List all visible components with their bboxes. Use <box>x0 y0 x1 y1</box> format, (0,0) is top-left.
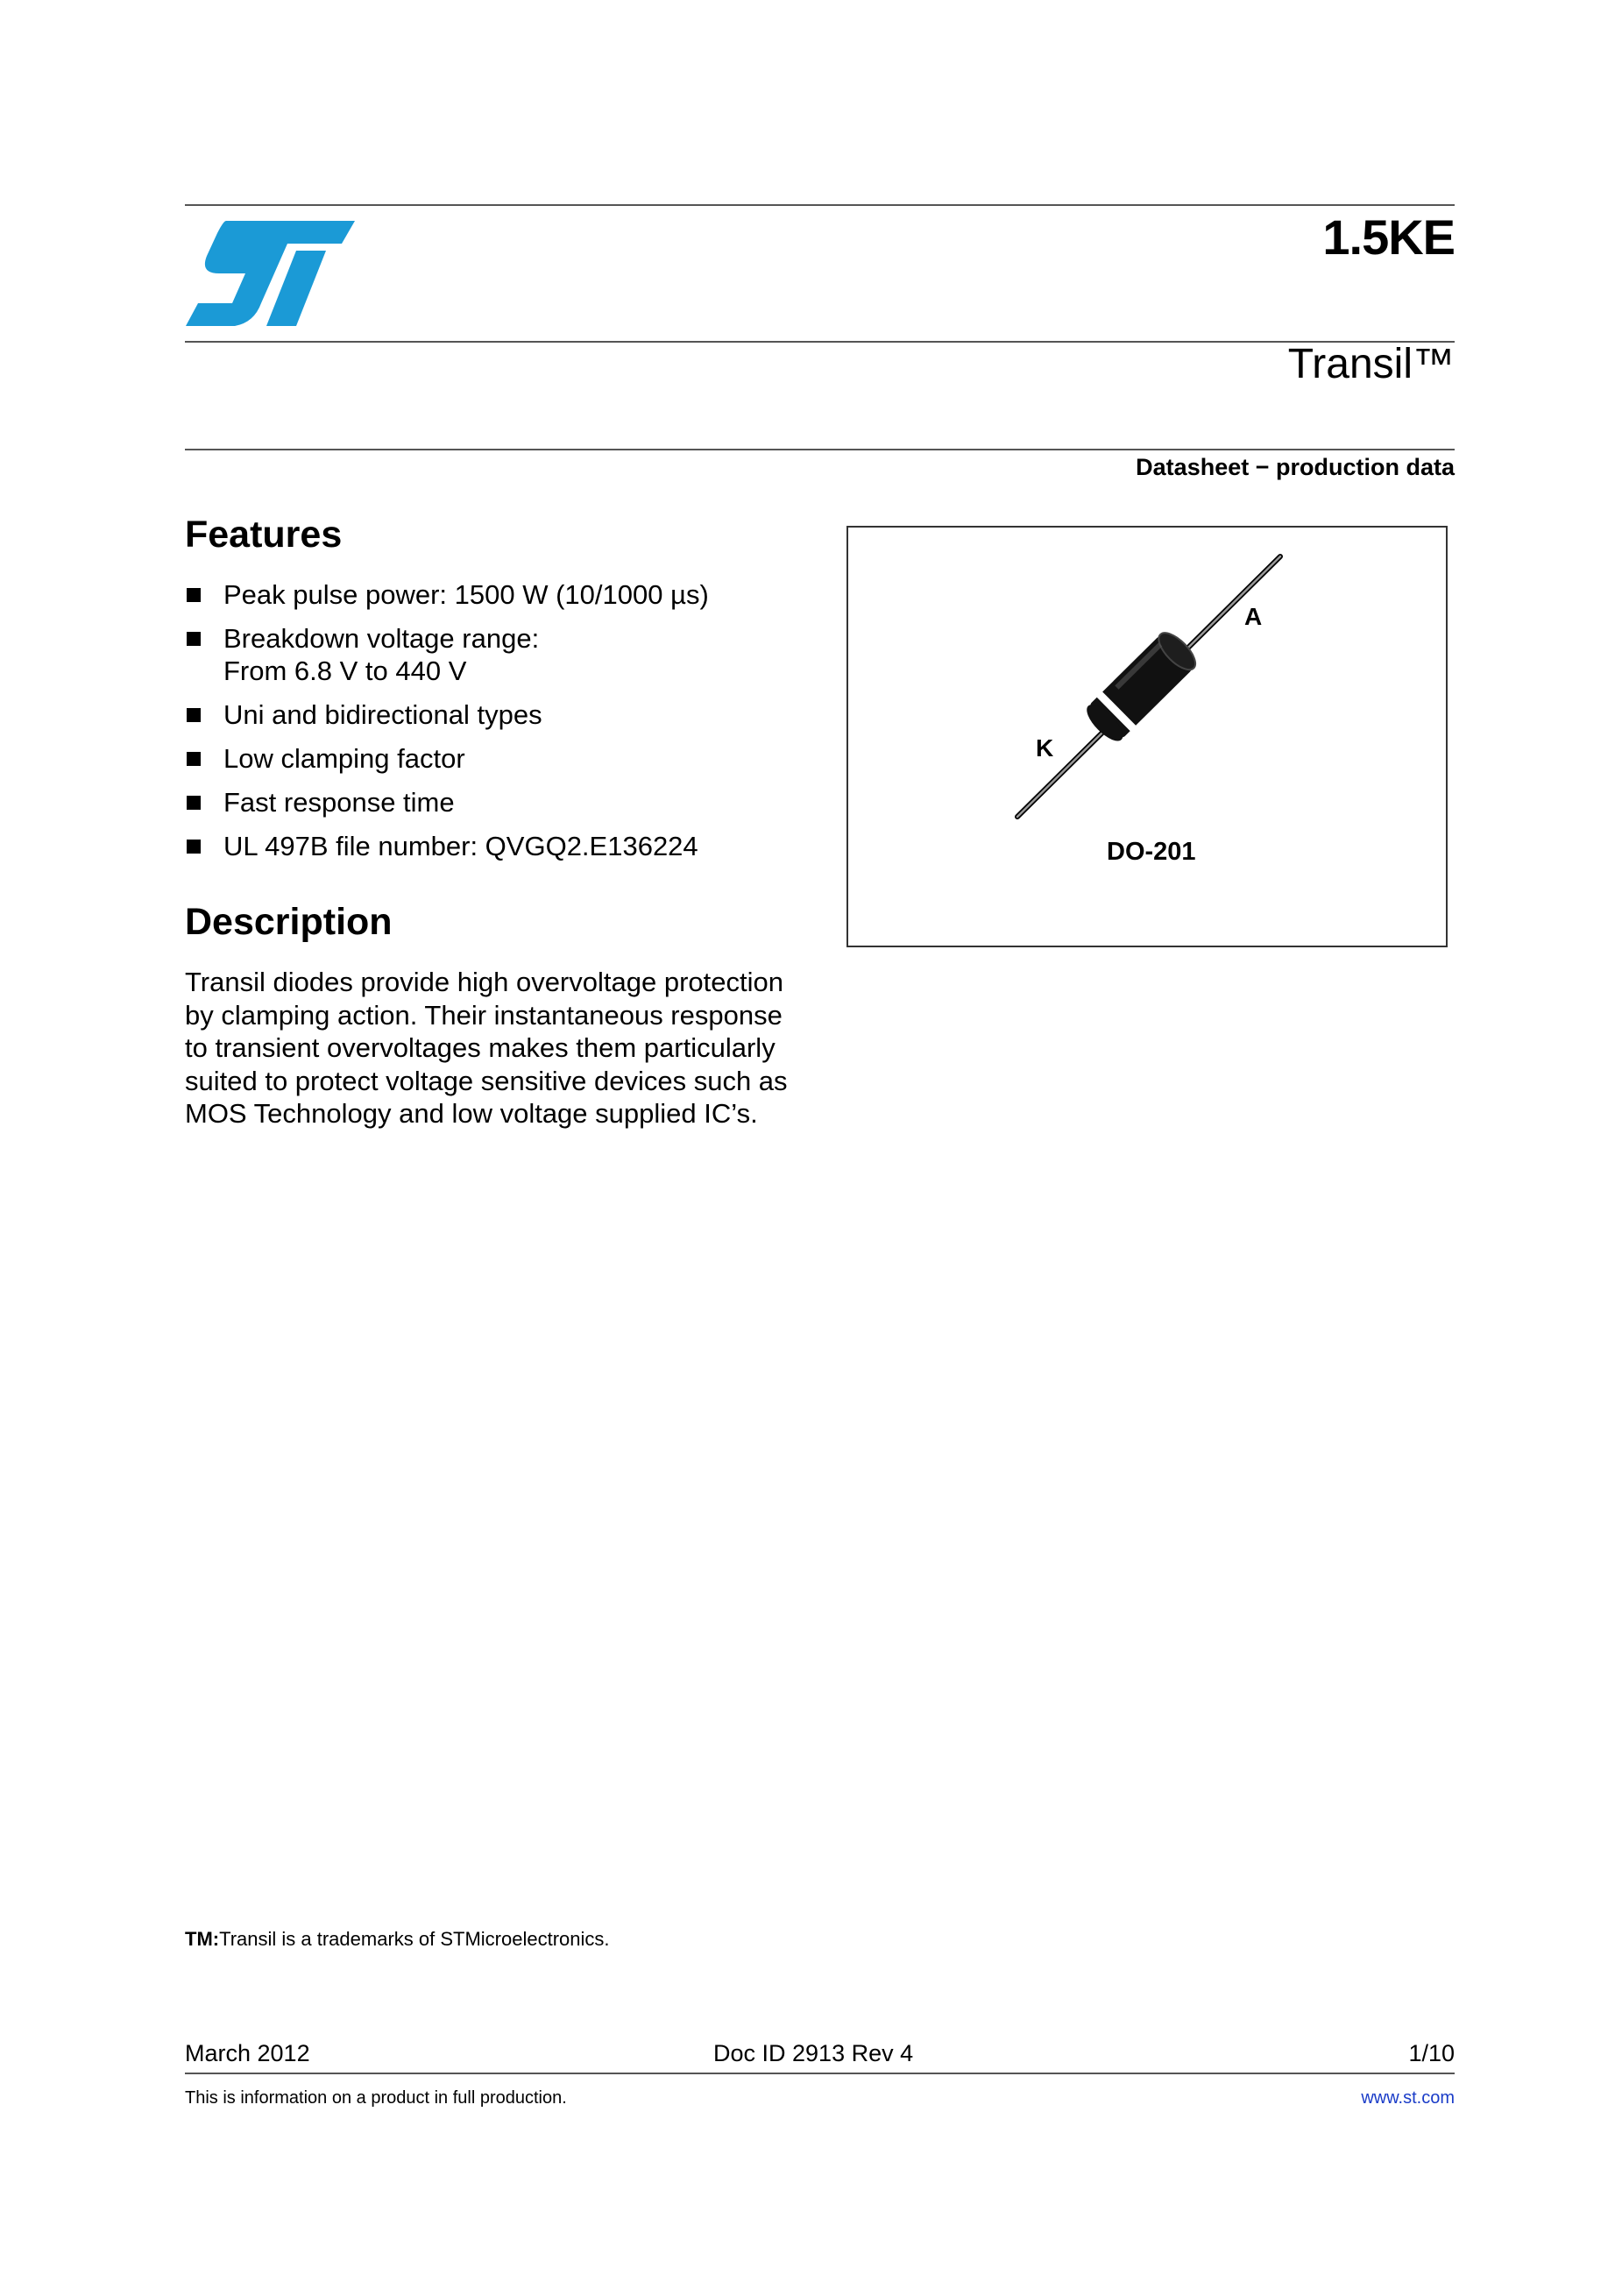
square-bullet-icon <box>187 588 201 602</box>
feature-text: Low clamping factor <box>223 743 465 774</box>
header-bottom-rule <box>185 449 1455 450</box>
package-figure <box>846 526 1448 947</box>
feature-text: Fast response time <box>223 787 455 818</box>
footer-date: March 2012 <box>185 2040 310 2066</box>
part-number-title: 1.5KE <box>1322 209 1455 265</box>
square-bullet-icon <box>187 840 201 854</box>
square-bullet-icon <box>187 632 201 646</box>
feature-item <box>185 698 816 731</box>
feature-item <box>185 786 816 818</box>
footer-production-note: This is information on a product in full production. <box>185 2088 567 2108</box>
anode-label: A <box>1244 603 1263 630</box>
feature-text: Breakdown voltage range: <box>223 623 540 654</box>
features-list <box>185 578 816 874</box>
footer-page-number: 1/10 <box>1408 2040 1455 2066</box>
cathode-label: K <box>1036 734 1054 762</box>
square-bullet-icon <box>187 752 201 766</box>
footer-website-link[interactable]: www.st.com <box>1361 2088 1455 2108</box>
footer-rule <box>185 2073 1455 2074</box>
trademark-note <box>185 1928 610 1951</box>
footer-doc-id: Doc ID 2913 Rev 4 <box>713 2040 914 2066</box>
features-heading: Features <box>185 514 343 556</box>
trademark-prefix: TM: <box>185 1928 220 1950</box>
square-bullet-icon <box>187 796 201 810</box>
trademark-text: Transil is a trademarks of STMicroelectronics. <box>219 1928 610 1950</box>
product-subtitle: Transil™ <box>1287 341 1455 387</box>
feature-text-continuation: From 6.8 V to 440 V <box>223 655 467 686</box>
feature-text: UL 497B file number: QVGQ2.E136224 <box>223 831 698 861</box>
st-logo <box>184 219 355 329</box>
feature-item <box>185 742 816 775</box>
feature-text: Uni and bidirectional types <box>223 699 542 730</box>
square-bullet-icon <box>187 708 201 722</box>
description-paragraph: Transil diodes provide high overvoltage protection by clamping action. Their instantaneous response to transient overvoltages makes them particularly suited to protect voltage sensitive devices such as MOS Technology and low voltage supplied IC’s. <box>185 967 788 1129</box>
datasheet-status-label: Datasheet − production data <box>1136 454 1455 480</box>
feature-item <box>185 622 816 687</box>
header-middle-rule <box>185 341 1455 343</box>
package-name: DO-201 <box>1107 838 1196 866</box>
header-top-rule <box>185 204 1455 206</box>
feature-item <box>185 578 816 611</box>
description-heading: Description <box>185 901 393 943</box>
diode-drawing <box>848 528 1446 946</box>
feature-text: Peak pulse power: 1500 W (10/1000 µs) <box>223 579 709 610</box>
feature-item <box>185 830 816 862</box>
